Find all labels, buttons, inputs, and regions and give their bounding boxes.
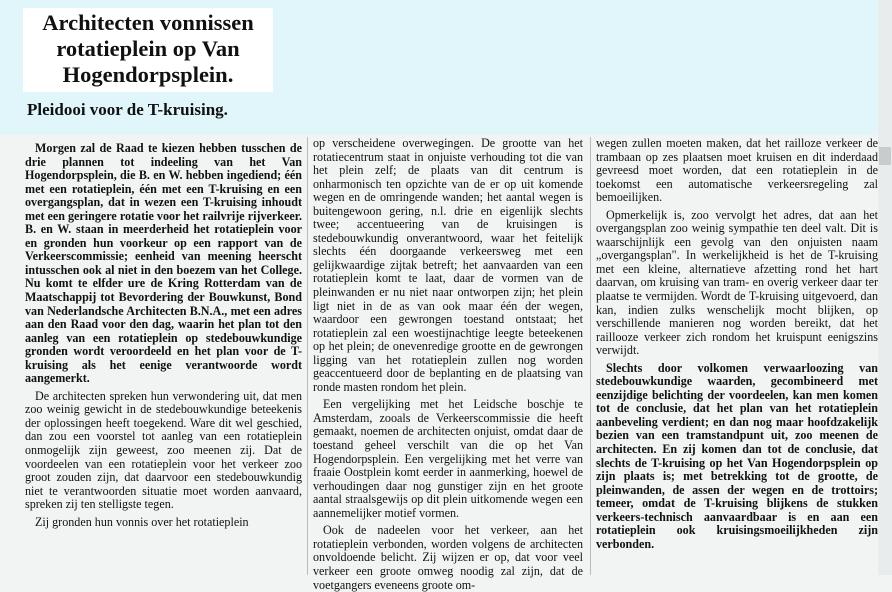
column-divider [590, 137, 591, 575]
paragraph: Slechts door volkomen verwaarloozing van stedebouwkundige waarden, gecombineerd met eenzijdige belichting der voordeelen, kan men komen tot de conclusie, dat het plan van het rotatieplein aanbeveling verdient; en dan nog maar hoofdzakelijk bezien van een tramstandpunt uit, zoo meenen de architecten. En zij komen dan tot de conclusie, dat slechts de T-kruising op het Van Hogendorpsplein op zijn plaats is; met betrekking tot de grootte, de pleinwanden, de assen der wegen en de trottoirs; temeer, omdat de T-kruising blijkens de stukken verkeers-technisch aanvaardbaar is en aan een rotatieplein ook kruisingsmoeilijkheden zijn verbonden. [596, 360, 878, 551]
headline: Architecten vonnissen rotatieplein op Van Hogendorpsplein. [42, 10, 254, 87]
column-3 [596, 137, 878, 575]
subheadline: Pleidooi voor de T-kruising. [27, 100, 228, 119]
scrollbar-thumb[interactable] [879, 147, 891, 165]
paragraph: op verscheidene overwegingen. De grootte van het rotatiecentrum staat in onjuiste verhouding tot die van het plein zelf; de plaats van dit centrum is onharmonisch ten opzichte van de er op uit komende wegen en de omringende wanden; het aantal wegen is buitengewoon gering, n.l. drie en eigenlijk slechts twee; accentueering van de kruisingen is stedebouwkundig onverantwoord, waar het feitelijk slechts één doorgaande verkeersweg met een gelijkwaardige zijtak betreft; het aanvaarden van een rotatieplein komt te laat, daar de vormen van de pleinwanden er nu niet naar ontworpen zijn; het plein ligt niet in de as van ook maar één der wegen, waardoor een gewrongen toestand ontstaat; het rotatieplein zal een woestijnachtige leegte beteekenen op het plein; de onevenredige grootte en de gewrongen ligging van het rotatieplein zullen nog worden geaccentueerd door de beplanting en de plaatsing van ronde masten rondom het plein. [313, 136, 583, 394]
paragraph: De architecten spreken hun verwondering uit, dat men zoo weinig gewicht in de stedebouwkundige beteekenis der oplossingen heeft toegekend. Ware dit wel geschied, dan zou een voorstel tot aanleg van een rotatieplein onmogelijk zijn geweest, zoo meenen zij. Dat de voordeelen van een rotatieplein voor het verkeer zoo groot zouden zijn, dat daarvoor een stedebouwkundig niet te verantwoorden situatie moet worden aanvaard, spreken zij ten stelligste tegen. [25, 388, 302, 512]
scrollbar[interactable] [878, 0, 892, 575]
paragraph: Morgen zal de Raad te kiezen hebben tusschen de drie plannen tot indeeling van het Van Hogendorpsplein, die B. en W. hebben ingediend; één met een rotatieplein, één met een T-kruising en een overgangsplan, dat in wezen een T-kruising inhoudt met een geringere rotatie voor het railvrije rijverkeer. B. en W. staan in meerderheid het rotatieplein voor en gronden hun voorkeur op een rapport van de Verkeerscommissie; eenheid van meening heerscht intusschen ook al niet in den boezem van het College. Nu komt te elfder ure de Kring Rotterdam van de Maatschappij tot Bevordering der Bouwkunst, Bond van Nederlandsche Architecten B.N.A., met een adres aan den Raad voor den dag, waarin het plan tot den aanleg van een rotatieplein op stedebouwkundige gronden wordt veroordeeld en het plan voor de T-kruising als het eenige verantwoorde wordt aangemerkt. [25, 141, 302, 386]
paragraph: Opmerkelijk is, zoo vervolgt het adres, dat aan het overgangsplan zoo weinig sympathie ten deel valt. Dit is waarschijnlijk een gevolg van den onjuisten naam „overgangsplan". In werkelijkheid is het de T-kruising met een kleine, alternatieve afzetting rond het hart daarvan, om kruising van tram- en overig verkeer daar ter plaatse te vermijden. Wordt de T-kruising uitgevoerd, dan kan, indien zulks wenschelijk mocht blijken, op verschillende manieren nog worden bereikt, dat het raillooze verkeer zich rondom het kruispunt eenigszins verwijdt. [596, 207, 878, 358]
paragraph: Ook de nadeelen voor het verkeer, aan het rotatieplein verbonden, worden volgens de architecten onvoldoende belicht. Zij wijzen er op, dat voor veel verkeer een groote omweg noodig zal zijn, dat de voetgangers eveneens groote om- [313, 523, 583, 592]
column-divider [307, 137, 308, 575]
paragraph: wegen zullen moeten maken, dat het railloze verkeer de trambaan op zes plaatsen moet kruisen en dit inderdaad gevreesd moet worden, dat een rotatieplein in de toekomst een automatische verkeersregeling zal bemoeilijken. [596, 136, 878, 205]
paragraph: Zij gronden hun vonnis over het rotatieplein [35, 514, 249, 529]
headline-box [23, 8, 273, 92]
column-2 [313, 136, 583, 592]
paragraph: Een vergelijking met het Leidsche boschje te Amsterdam, zooals de Verkeerscommissie die heeft gemaakt, noemen de architecten onjuist, omdat daar de toestand geheel verschilt van die op het Van Hogendorpsplein. Een vergelijking met het verre van fraaie Oostplein komt eerder in aanmerking, hoewel de verhoudingen daar nog gunstiger zijn en het groote aantal straalsgewijs op dit plein uitkomende wegen een aannemelijker motief vormen. [313, 397, 583, 520]
column-1 [25, 142, 302, 580]
